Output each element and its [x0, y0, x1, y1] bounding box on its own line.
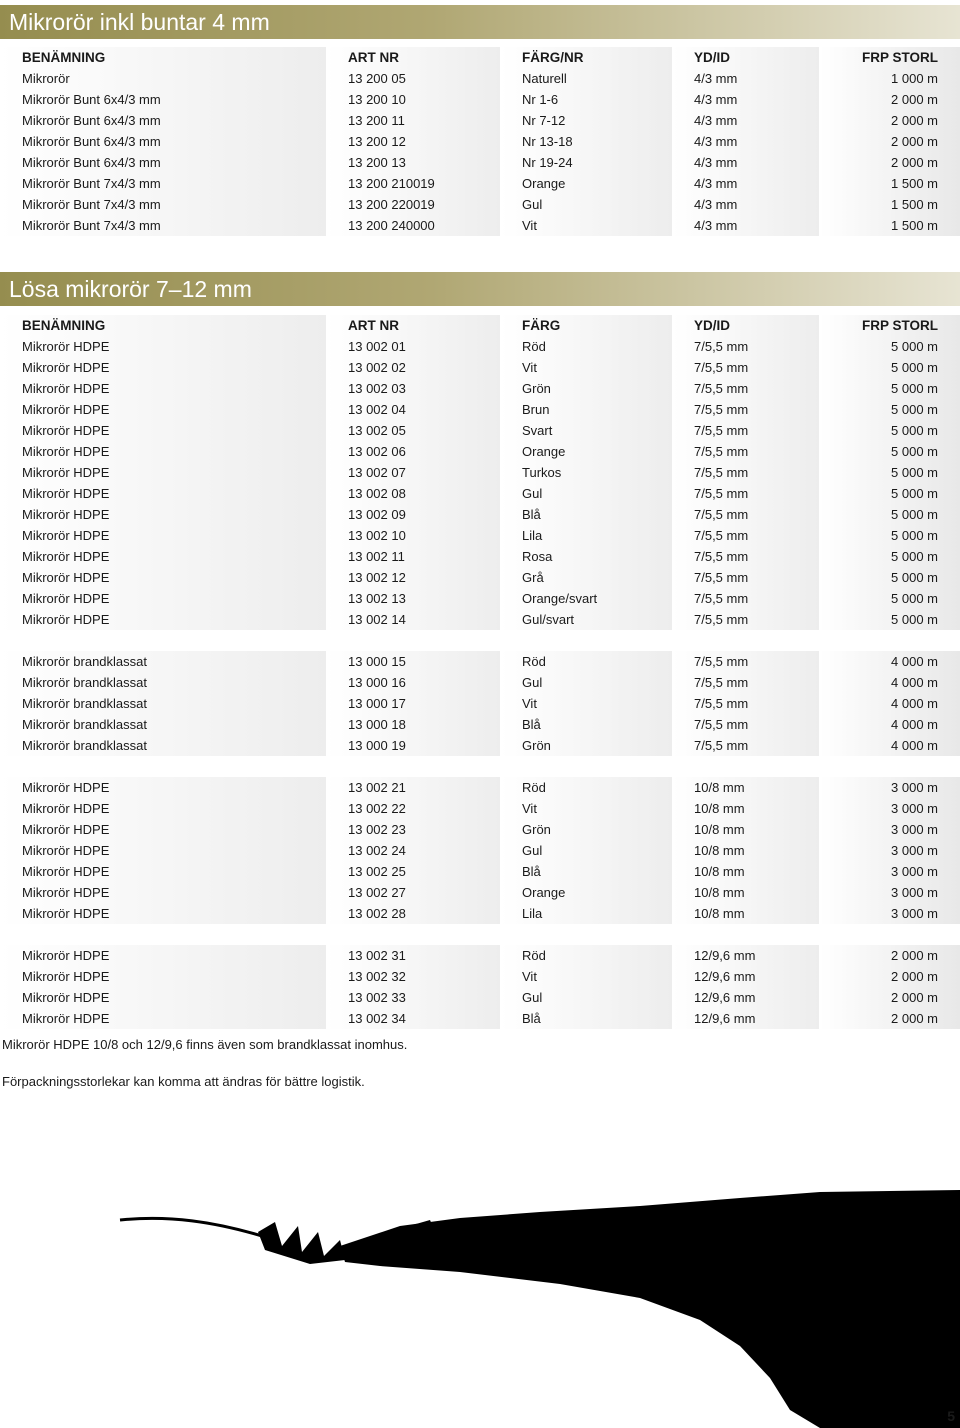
- cell-farg: Gul: [501, 194, 672, 215]
- cell-art-nr: 13 002 02: [327, 357, 500, 378]
- cable-end-twist: [258, 1222, 345, 1264]
- cell-yd-id: 4/3 mm: [673, 215, 819, 236]
- cell-farg: Vit: [501, 798, 672, 819]
- table-row: [0, 462, 960, 483]
- cell-yd-id: 7/5,5 mm: [673, 504, 819, 525]
- table-row: [0, 819, 960, 840]
- cell-art-nr: 13 200 11: [327, 110, 500, 131]
- cell-yd-id: 7/5,5 mm: [673, 441, 819, 462]
- cell-farg: Gul/svart: [501, 609, 672, 630]
- cell-art-nr: 13 002 23: [327, 819, 500, 840]
- table-row: [0, 89, 960, 110]
- cell-frp-storl: 5 000 m: [820, 567, 960, 588]
- cell-benamning: Mikrorör HDPE: [0, 966, 326, 987]
- cell-yd-id: 7/5,5 mm: [673, 609, 819, 630]
- header-benamning: BENÄMNING: [0, 315, 326, 336]
- note-forpackning: Förpackningsstorlekar kan komma att ändras för bättre logistik.: [2, 1074, 365, 1089]
- cell-frp-storl: 5 000 m: [820, 588, 960, 609]
- page-number: 5: [947, 1408, 955, 1424]
- cell-benamning: Mikrorör HDPE: [0, 861, 326, 882]
- table-row: [0, 567, 960, 588]
- cell-frp-storl: 3 000 m: [820, 819, 960, 840]
- group-spacer: [0, 924, 960, 945]
- cell-frp-storl: 3 000 m: [820, 798, 960, 819]
- cell-farg: Grön: [501, 378, 672, 399]
- cell-art-nr: 13 002 31: [327, 945, 500, 966]
- cell-farg: Orange: [501, 441, 672, 462]
- cell-benamning: Mikrorör HDPE: [0, 609, 326, 630]
- cell-art-nr: 13 002 12: [327, 567, 500, 588]
- table-row: [0, 861, 960, 882]
- header-benamning: BENÄMNING: [0, 47, 326, 68]
- cell-farg: Röd: [501, 651, 672, 672]
- cell-farg: Vit: [501, 357, 672, 378]
- table-row: [0, 987, 960, 1008]
- cell-yd-id: 7/5,5 mm: [673, 672, 819, 693]
- table-row: [0, 378, 960, 399]
- cell-frp-storl: 2 000 m: [820, 152, 960, 173]
- cell-benamning: Mikrorör HDPE: [0, 840, 326, 861]
- cell-yd-id: 7/5,5 mm: [673, 420, 819, 441]
- cell-art-nr: 13 002 22: [327, 798, 500, 819]
- header-farg: FÄRG/NR: [501, 47, 672, 68]
- table-header-row: [0, 315, 960, 336]
- cell-farg: Turkos: [501, 462, 672, 483]
- cell-farg: Röd: [501, 336, 672, 357]
- header-farg: FÄRG: [501, 315, 672, 336]
- cell-frp-storl: 5 000 m: [820, 462, 960, 483]
- table-row: [0, 357, 960, 378]
- cell-art-nr: 13 200 10: [327, 89, 500, 110]
- cell-yd-id: 7/5,5 mm: [673, 462, 819, 483]
- cell-art-nr: 13 002 03: [327, 378, 500, 399]
- cell-art-nr: 13 002 32: [327, 966, 500, 987]
- cell-yd-id: 7/5,5 mm: [673, 651, 819, 672]
- table-row: [0, 1008, 960, 1029]
- cell-benamning: Mikrorör brandklassat: [0, 693, 326, 714]
- cell-farg: Nr 13-18: [501, 131, 672, 152]
- cell-benamning: Mikrorör HDPE: [0, 987, 326, 1008]
- cell-yd-id: 7/5,5 mm: [673, 357, 819, 378]
- cell-benamning: Mikrorör Bunt 7x4/3 mm: [0, 173, 326, 194]
- cell-yd-id: 7/5,5 mm: [673, 588, 819, 609]
- cell-yd-id: 4/3 mm: [673, 152, 819, 173]
- note-brandklassat: Mikrorör HDPE 10/8 och 12/9,6 finns även som brandklassat inomhus.: [2, 1037, 408, 1052]
- cell-frp-storl: 2 000 m: [820, 987, 960, 1008]
- table-row: [0, 693, 960, 714]
- table-row: [0, 651, 960, 672]
- cell-yd-id: 12/9,6 mm: [673, 987, 819, 1008]
- cell-benamning: Mikrorör HDPE: [0, 1008, 326, 1029]
- cell-farg: Röd: [501, 945, 672, 966]
- cell-yd-id: 4/3 mm: [673, 68, 819, 89]
- header-yd-id: YD/ID: [673, 315, 819, 336]
- cell-art-nr: 13 002 07: [327, 462, 500, 483]
- cell-frp-storl: 5 000 m: [820, 420, 960, 441]
- cell-yd-id: 4/3 mm: [673, 194, 819, 215]
- fiber-strand: [120, 1218, 262, 1236]
- cell-art-nr: 13 002 14: [327, 609, 500, 630]
- cell-frp-storl: 3 000 m: [820, 903, 960, 924]
- cell-benamning: Mikrorör HDPE: [0, 819, 326, 840]
- cell-art-nr: 13 002 10: [327, 525, 500, 546]
- cell-frp-storl: 5 000 m: [820, 441, 960, 462]
- table-row: [0, 798, 960, 819]
- cell-benamning: Mikrorör HDPE: [0, 945, 326, 966]
- cell-frp-storl: 2 000 m: [820, 945, 960, 966]
- cell-farg: Gul: [501, 987, 672, 1008]
- cell-yd-id: 10/8 mm: [673, 882, 819, 903]
- cell-farg: Nr 1-6: [501, 89, 672, 110]
- cell-farg: Blå: [501, 1008, 672, 1029]
- cell-frp-storl: 1 500 m: [820, 215, 960, 236]
- table-row: [0, 68, 960, 89]
- cable-body: [340, 1190, 960, 1428]
- cell-benamning: Mikrorör HDPE: [0, 525, 326, 546]
- cell-yd-id: 12/9,6 mm: [673, 1008, 819, 1029]
- cell-yd-id: 7/5,5 mm: [673, 735, 819, 756]
- cell-art-nr: 13 000 16: [327, 672, 500, 693]
- cell-frp-storl: 5 000 m: [820, 357, 960, 378]
- cell-benamning: Mikrorör HDPE: [0, 483, 326, 504]
- table-mikroror-buntar: [0, 47, 960, 236]
- cell-benamning: Mikrorör HDPE: [0, 399, 326, 420]
- cell-frp-storl: 5 000 m: [820, 483, 960, 504]
- cell-art-nr: 13 200 220019: [327, 194, 500, 215]
- cell-benamning: Mikrorör HDPE: [0, 546, 326, 567]
- cell-frp-storl: 2 000 m: [820, 1008, 960, 1029]
- cell-yd-id: 7/5,5 mm: [673, 714, 819, 735]
- cell-farg: Grön: [501, 735, 672, 756]
- cell-frp-storl: 3 000 m: [820, 861, 960, 882]
- cell-farg: Blå: [501, 861, 672, 882]
- cell-farg: Blå: [501, 714, 672, 735]
- cell-art-nr: 13 002 21: [327, 777, 500, 798]
- cell-frp-storl: 5 000 m: [820, 546, 960, 567]
- cell-frp-storl: 5 000 m: [820, 609, 960, 630]
- cell-frp-storl: 4 000 m: [820, 714, 960, 735]
- cell-frp-storl: 2 000 m: [820, 966, 960, 987]
- cell-benamning: Mikrorör HDPE: [0, 420, 326, 441]
- table-row: [0, 777, 960, 798]
- cell-benamning: Mikrorör HDPE: [0, 903, 326, 924]
- cell-yd-id: 7/5,5 mm: [673, 483, 819, 504]
- cell-art-nr: 13 000 19: [327, 735, 500, 756]
- cell-frp-storl: 5 000 m: [820, 378, 960, 399]
- group-spacer: [0, 756, 960, 777]
- cell-art-nr: 13 002 28: [327, 903, 500, 924]
- table-row: [0, 173, 960, 194]
- header-art-nr: ART NR: [327, 47, 500, 68]
- cell-yd-id: 12/9,6 mm: [673, 966, 819, 987]
- cell-yd-id: 7/5,5 mm: [673, 567, 819, 588]
- cell-benamning: Mikrorör HDPE: [0, 357, 326, 378]
- cell-yd-id: 10/8 mm: [673, 798, 819, 819]
- cell-farg: Orange: [501, 173, 672, 194]
- table-row: [0, 131, 960, 152]
- cell-farg: Orange/svart: [501, 588, 672, 609]
- table-header-row: [0, 47, 960, 68]
- cell-frp-storl: 4 000 m: [820, 651, 960, 672]
- table-row: [0, 840, 960, 861]
- table-row: [0, 483, 960, 504]
- table-row: [0, 903, 960, 924]
- cell-frp-storl: 3 000 m: [820, 840, 960, 861]
- section-title-1: Mikrorör inkl buntar 4 mm: [0, 5, 960, 39]
- cell-yd-id: 4/3 mm: [673, 110, 819, 131]
- cell-benamning: Mikrorör HDPE: [0, 378, 326, 399]
- cell-yd-id: 4/3 mm: [673, 131, 819, 152]
- table-row: [0, 609, 960, 630]
- cell-frp-storl: 4 000 m: [820, 693, 960, 714]
- cell-yd-id: 7/5,5 mm: [673, 399, 819, 420]
- cell-art-nr: 13 002 04: [327, 399, 500, 420]
- cell-yd-id: 12/9,6 mm: [673, 945, 819, 966]
- table-row: [0, 215, 960, 236]
- cell-benamning: Mikrorör HDPE: [0, 777, 326, 798]
- cell-frp-storl: 3 000 m: [820, 777, 960, 798]
- cell-frp-storl: 1 500 m: [820, 173, 960, 194]
- cell-frp-storl: 4 000 m: [820, 672, 960, 693]
- cell-art-nr: 13 002 08: [327, 483, 500, 504]
- group-spacer: [0, 630, 960, 651]
- cell-frp-storl: 5 000 m: [820, 525, 960, 546]
- table-row: [0, 714, 960, 735]
- cell-benamning: Mikrorör Bunt 6x4/3 mm: [0, 152, 326, 173]
- cell-farg: Svart: [501, 420, 672, 441]
- cell-art-nr: 13 000 17: [327, 693, 500, 714]
- cell-farg: Lila: [501, 903, 672, 924]
- section-title-2: Lösa mikrorör 7–12 mm: [0, 272, 960, 306]
- table-row: [0, 152, 960, 173]
- cable-silhouette-image: [0, 1160, 960, 1428]
- cell-art-nr: 13 002 09: [327, 504, 500, 525]
- cell-benamning: Mikrorör brandklassat: [0, 735, 326, 756]
- cell-farg: Gul: [501, 672, 672, 693]
- cell-yd-id: 7/5,5 mm: [673, 525, 819, 546]
- cell-farg: Vit: [501, 966, 672, 987]
- table-row: [0, 588, 960, 609]
- cell-benamning: Mikrorör Bunt 7x4/3 mm: [0, 215, 326, 236]
- cell-art-nr: 13 200 210019: [327, 173, 500, 194]
- cell-farg: Naturell: [501, 68, 672, 89]
- cell-benamning: Mikrorör brandklassat: [0, 672, 326, 693]
- cell-art-nr: 13 002 06: [327, 441, 500, 462]
- cell-benamning: Mikrorör Bunt 6x4/3 mm: [0, 89, 326, 110]
- cell-benamning: Mikrorör Bunt 6x4/3 mm: [0, 131, 326, 152]
- cell-frp-storl: 4 000 m: [820, 735, 960, 756]
- cell-yd-id: 7/5,5 mm: [673, 336, 819, 357]
- cell-frp-storl: 5 000 m: [820, 399, 960, 420]
- cell-art-nr: 13 200 240000: [327, 215, 500, 236]
- cell-yd-id: 10/8 mm: [673, 777, 819, 798]
- cell-art-nr: 13 002 34: [327, 1008, 500, 1029]
- cell-art-nr: 13 002 24: [327, 840, 500, 861]
- cell-benamning: Mikrorör HDPE: [0, 567, 326, 588]
- cell-yd-id: 7/5,5 mm: [673, 546, 819, 567]
- cell-benamning: Mikrorör Bunt 7x4/3 mm: [0, 194, 326, 215]
- cell-farg: Gul: [501, 483, 672, 504]
- cell-yd-id: 7/5,5 mm: [673, 693, 819, 714]
- cell-frp-storl: 2 000 m: [820, 131, 960, 152]
- cell-farg: Nr 7-12: [501, 110, 672, 131]
- cell-benamning: Mikrorör HDPE: [0, 588, 326, 609]
- cell-yd-id: 10/8 mm: [673, 819, 819, 840]
- cell-benamning: Mikrorör HDPE: [0, 441, 326, 462]
- cell-art-nr: 13 002 01: [327, 336, 500, 357]
- cell-art-nr: 13 002 25: [327, 861, 500, 882]
- cell-art-nr: 13 000 15: [327, 651, 500, 672]
- cell-farg: Gul: [501, 840, 672, 861]
- cell-benamning: Mikrorör HDPE: [0, 882, 326, 903]
- cell-frp-storl: 5 000 m: [820, 336, 960, 357]
- table-row: [0, 672, 960, 693]
- cell-farg: Vit: [501, 693, 672, 714]
- cell-frp-storl: 5 000 m: [820, 504, 960, 525]
- table-losa-mikroror: [0, 315, 960, 1029]
- table-row: [0, 336, 960, 357]
- cell-yd-id: 10/8 mm: [673, 840, 819, 861]
- cell-farg: Grön: [501, 819, 672, 840]
- cell-farg: Orange: [501, 882, 672, 903]
- cell-art-nr: 13 200 13: [327, 152, 500, 173]
- cell-frp-storl: 2 000 m: [820, 89, 960, 110]
- cell-yd-id: 10/8 mm: [673, 861, 819, 882]
- cell-yd-id: 4/3 mm: [673, 173, 819, 194]
- table-row: [0, 882, 960, 903]
- table-row: [0, 525, 960, 546]
- cell-farg: Lila: [501, 525, 672, 546]
- cell-benamning: Mikrorör brandklassat: [0, 714, 326, 735]
- cell-benamning: Mikrorör brandklassat: [0, 651, 326, 672]
- cell-art-nr: 13 002 13: [327, 588, 500, 609]
- cell-frp-storl: 1 000 m: [820, 68, 960, 89]
- header-yd-id: YD/ID: [673, 47, 819, 68]
- cell-yd-id: 4/3 mm: [673, 89, 819, 110]
- cell-frp-storl: 1 500 m: [820, 194, 960, 215]
- table-row: [0, 194, 960, 215]
- cell-benamning: Mikrorör HDPE: [0, 462, 326, 483]
- cell-farg: Blå: [501, 504, 672, 525]
- cell-farg: Grå: [501, 567, 672, 588]
- cell-farg: Nr 19-24: [501, 152, 672, 173]
- cell-frp-storl: 3 000 m: [820, 882, 960, 903]
- header-art-nr: ART NR: [327, 315, 500, 336]
- cell-art-nr: 13 002 33: [327, 987, 500, 1008]
- cell-art-nr: 13 200 12: [327, 131, 500, 152]
- cell-benamning: Mikrorör HDPE: [0, 504, 326, 525]
- header-frp-storl: FRP STORL: [820, 315, 960, 336]
- cell-art-nr: 13 002 11: [327, 546, 500, 567]
- table-row: [0, 735, 960, 756]
- table-row: [0, 966, 960, 987]
- table-row: [0, 945, 960, 966]
- cell-farg: Vit: [501, 215, 672, 236]
- cell-farg: Brun: [501, 399, 672, 420]
- cell-art-nr: 13 002 27: [327, 882, 500, 903]
- cell-art-nr: 13 000 18: [327, 714, 500, 735]
- cell-benamning: Mikrorör: [0, 68, 326, 89]
- cell-benamning: Mikrorör HDPE: [0, 336, 326, 357]
- cell-yd-id: 10/8 mm: [673, 903, 819, 924]
- table-row: [0, 399, 960, 420]
- cell-art-nr: 13 002 05: [327, 420, 500, 441]
- table-row: [0, 420, 960, 441]
- table-row: [0, 546, 960, 567]
- table-row: [0, 504, 960, 525]
- cell-farg: Röd: [501, 777, 672, 798]
- cell-farg: Rosa: [501, 546, 672, 567]
- header-frp-storl: FRP STORL: [820, 47, 960, 68]
- table-row: [0, 110, 960, 131]
- cell-benamning: Mikrorör Bunt 6x4/3 mm: [0, 110, 326, 131]
- cell-yd-id: 7/5,5 mm: [673, 378, 819, 399]
- cell-frp-storl: 2 000 m: [820, 110, 960, 131]
- cell-benamning: Mikrorör HDPE: [0, 798, 326, 819]
- cell-art-nr: 13 200 05: [327, 68, 500, 89]
- table-row: [0, 441, 960, 462]
